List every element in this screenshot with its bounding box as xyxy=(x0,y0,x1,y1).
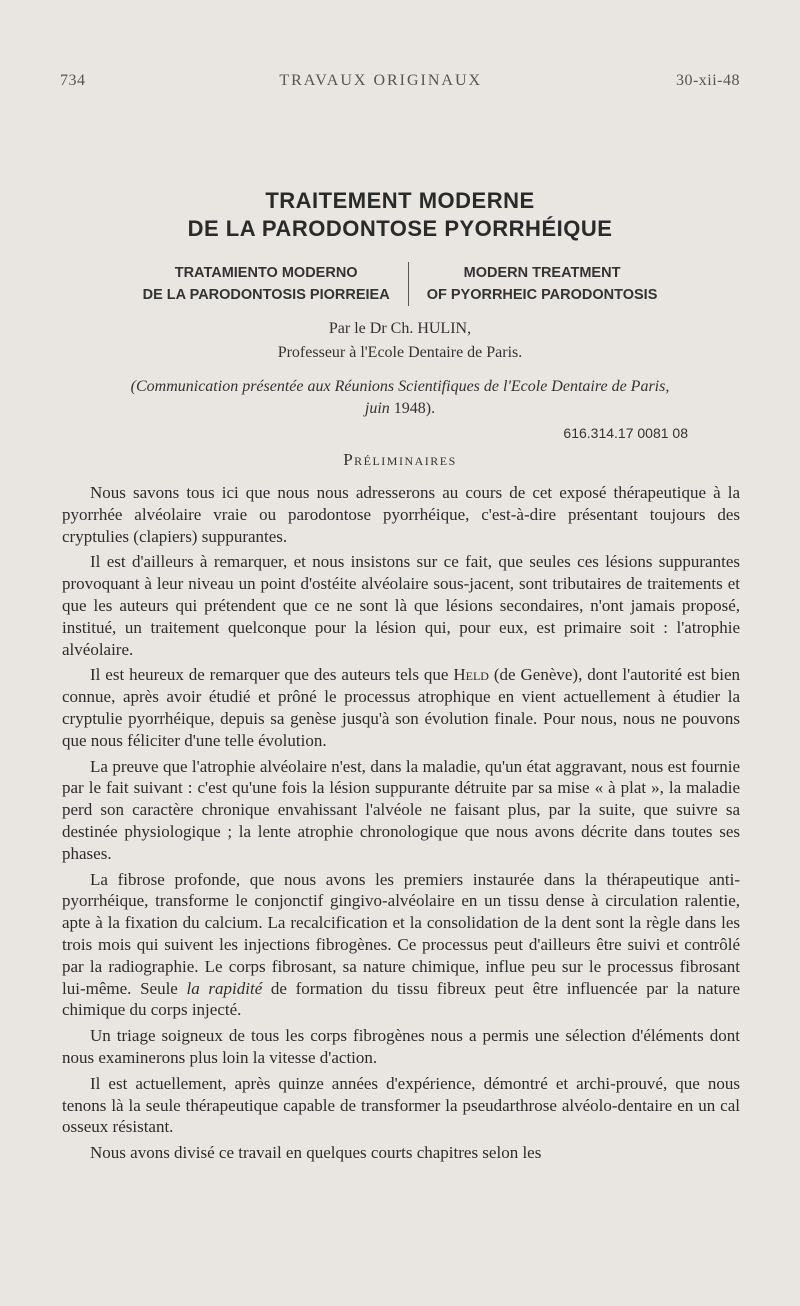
journal-section: TRAVAUX ORIGINAUX xyxy=(279,72,483,89)
communication-month: juin xyxy=(364,400,390,417)
communication-line-1: (Communication présentée aux Réunions Scientifiques de l'Ecole Dentaire de Paris, xyxy=(130,378,670,395)
author-reference: Held xyxy=(453,665,489,685)
paragraph-5 xyxy=(62,869,740,1022)
paragraph-5-start: La fibrose profonde, que nous avons les premiers instaurée dans la thérapeutique anti-pyorrhéique, transforme le conjonctif gingivo-alvéolaire en un tissu dense à circulation ralentie, apte à la fixation du calcium. La recalcification et la consolidation de la dent sont la règle dans les trois mois qui suivent les injections fibrogènes. Ce processus peut d'ailleurs être suivi et contrôlé par la radiographie. Le corps fibrosant, sa nature chimique, influe peu sur le processus fibrosant lui-même. Seule xyxy=(62,869,740,998)
page-number: 734 xyxy=(60,72,86,89)
paragraph-4: La preuve que l'atrophie alvéolaire n'est, dans la maladie, qu'un état aggravant, nous est fournie par le fait suivant : c'est qu'une fois la lésion suppurante détruite par sa mise « à plat », la maladie perd son caractère chronique envahissant l'alvéole ne faisant plus, par la suite, que suivre sa destinée physiologique ; la lente atrophie chronologique que nous avons décrite dans toutes ses phases. xyxy=(62,756,740,863)
english-title-line-1: MODERN TREATMENT xyxy=(463,265,621,281)
author-affiliation: Professeur à l'Ecole Dentaire de Paris. xyxy=(277,344,523,361)
spanish-title xyxy=(125,262,409,306)
paragraph-3-start: Il est heureux de remarquer que des auteurs tels que xyxy=(90,665,454,685)
communication-note xyxy=(60,376,740,420)
classification-code: 616.314.17 0081 08 xyxy=(563,425,688,441)
translated-titles xyxy=(60,262,740,306)
paragraph-1: Nous savons tous ici que nous nous adresserons au cours de cet exposé thérapeutique à la pyorrhée alvéolaire vraie ou parodontose pyorrhéique, c'est-à-dire présentant toujours des cryptulies (clapiers) suppurantes. xyxy=(62,483,740,546)
spanish-title-line-2: DE LA PARODONTOSIS PIORREIEA xyxy=(142,287,390,303)
issue-date: 30-xii-48 xyxy=(675,72,740,89)
article-body xyxy=(62,482,740,1168)
paragraph-2: Il est d'ailleurs à remarquer, et nous insistons sur ce fait, que seules ces lésions suppurantes provoquant à leur niveau un point d'ostéite alvéolaire sous-jacent, sont tributaires de traitements et que les auteurs qui prétendent que ce ne sont là que lésions secondaires, n'ont jamais proposé, institué, un traitement quelconque pour la lésion qui, pour eux, est primaire soit : l'atrophie alvéolaire. xyxy=(62,552,740,659)
english-title xyxy=(409,262,676,306)
section-heading: Préliminaires xyxy=(343,450,457,469)
communication-line-2 xyxy=(60,398,740,420)
paragraph-6: Un triage soigneux de tous les corps fibrogènes nous a permis une sélection d'éléments dont nous examinerons plus loin la vitesse d'action. xyxy=(62,1026,740,1067)
article-title-line-2: DE LA PARODONTOSE PYORRHÉIQUE xyxy=(187,216,613,241)
paragraph-7: Il est actuellement, après quinze années d'expérience, démontré et archi-prouvé, que nous tenons là la seule thérapeutique capable de transformer la pseudarthrose alvéolo-dentaire en un cal osseux résistant. xyxy=(62,1073,740,1137)
author-name: Par le Dr Ch. HULIN, xyxy=(328,320,472,337)
paragraph-5-end: de formation du tissu fibreux peut être influencée par la nature chimique du corps injecté. xyxy=(62,978,740,1020)
spanish-title-line-1: TRATAMIENTO MODERNO xyxy=(174,265,358,281)
paragraph-8: Nous avons divisé ce travail en quelques courts chapitres selon les xyxy=(90,1143,542,1163)
paragraph-3 xyxy=(62,664,740,751)
paragraph-3-end: (de Genève), dont l'autorité est bien connue, après avoir étudié et prôné le processus atrophique en vient actuellement à étudier la cryptulie pyorrhéique, depuis sa genèse jusqu'à son évolution finale. Pour nous, nous ne pouvons que nous féliciter d'une telle évolution. xyxy=(62,665,741,750)
communication-year: 1948). xyxy=(389,400,436,417)
running-head xyxy=(60,72,740,90)
english-title-line-2: OF PYORRHEIC PARODONTOSIS xyxy=(426,287,658,303)
article-title-line-1: TRAITEMENT MODERNE xyxy=(265,188,535,213)
paragraph-5-emphasis: la rapidité xyxy=(186,978,263,998)
